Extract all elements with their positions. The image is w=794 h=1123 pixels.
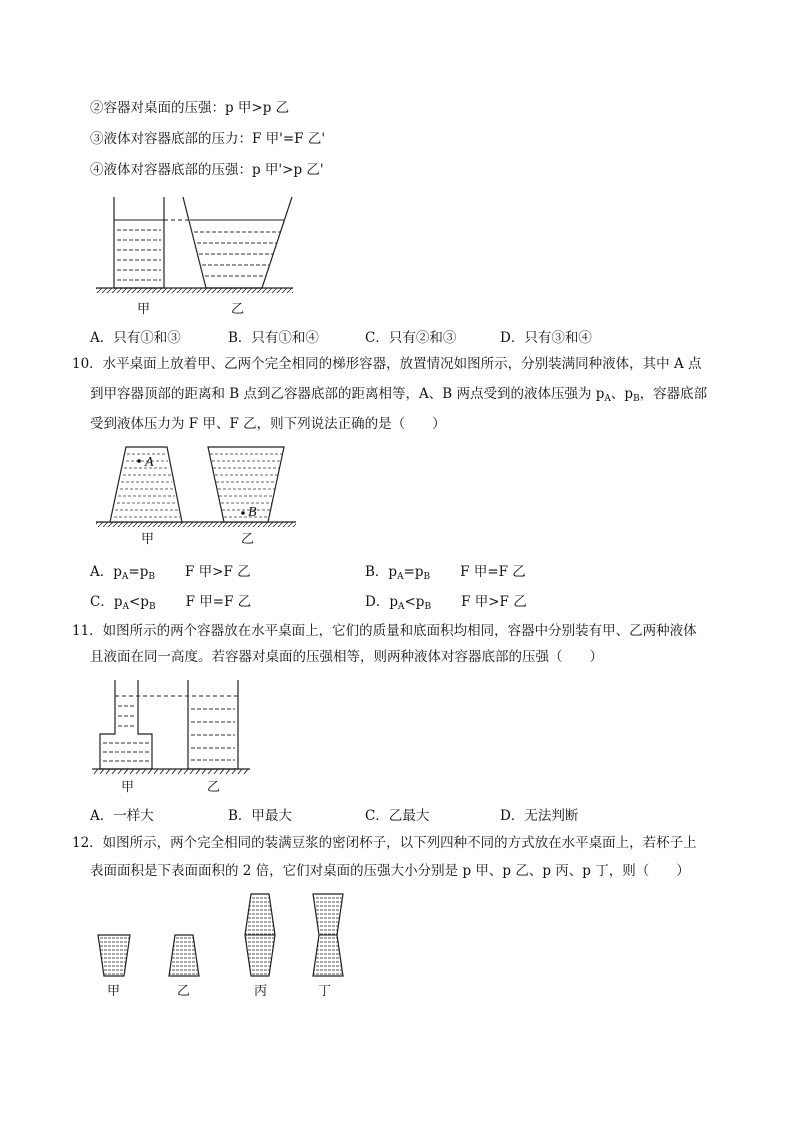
q12-label-bing: 丙 xyxy=(254,984,268,999)
q11-option-a[interactable]: A．一样大 xyxy=(90,808,154,824)
q11-option-b[interactable]: B．甲最大 xyxy=(228,808,292,824)
q11-stem-line2: 且液面在同一高度。若容器对桌面的压强相等，则两种液体对容器底部的压强（ ） xyxy=(90,649,603,665)
q10-label-yi: 乙 xyxy=(241,532,255,547)
q11-label-jia: 甲 xyxy=(121,780,135,795)
q9-option-d[interactable]: D．只有③和④ xyxy=(500,330,592,346)
q10-point-b: B xyxy=(248,505,257,520)
q12-label-yi: 乙 xyxy=(177,984,191,999)
q10-stem-line1: 10．水平桌面上放着甲、乙两个完全相同的梯形容器，放置情况如图所示，分别装满同种液体，其中 A 点 xyxy=(72,356,702,372)
q10-option-d[interactable]: D．$p_A<p_B$ F 甲>F 乙 xyxy=(365,594,527,612)
q12-stem-line2: 表面面积是下表面面积的 2 倍，它们对桌面的压强大小分别是 p 甲、p 乙、p 丙、p 丁，则（ ） xyxy=(90,863,690,879)
q11-stem-line1: 11．如图所示的两个容器放在水平桌面上，它们的质量和底面积均相同，容器中分别装有甲、乙两种液体 xyxy=(72,623,697,639)
q10-option-a[interactable]: A．$p_A=p_B$ F 甲>F 乙 xyxy=(90,564,251,582)
q12-label-jia: 甲 xyxy=(107,984,121,999)
q10-stem-line2: 到甲容器顶部的距离和 B 点到乙容器底部的距离相等，A、B 两点受到的液体压强为 $p_A$、$p_B$，容器底部 xyxy=(90,386,708,404)
q9-option-b[interactable]: B．只有①和④ xyxy=(228,330,319,346)
q9-label-jia: 甲 xyxy=(137,302,151,317)
q10-option-b[interactable]: B．$p_A=p_B$ F 甲=F 乙 xyxy=(365,564,526,582)
q11-option-d[interactable]: D．无法判断 xyxy=(500,808,579,824)
q11-label-yi: 乙 xyxy=(207,780,221,795)
q10-stem-line3: 受到液体压力为 F 甲、F 乙，则下列说法正确的是（ ） xyxy=(90,416,446,432)
q10-option-c[interactable]: C．$p_A<p_B$ F 甲=F 乙 xyxy=(90,594,252,612)
q9-statement-4: ④液体对容器底部的压强：p 甲'>p 乙' xyxy=(90,162,324,178)
q12-stem-line1: 12．如图所示，两个完全相同的装满豆浆的密闭杯子，以下列四种不同的方式放在水平桌面上，若杯子上 xyxy=(72,835,697,851)
q11-option-c[interactable]: C．乙最大 xyxy=(365,808,430,824)
q9-statement-3: ③液体对容器底部的压力：F 甲'=F 乙' xyxy=(90,131,326,147)
q9-option-a[interactable]: A．只有①和③ xyxy=(90,330,181,346)
q9-statement-2: ②容器对桌面的压强：p 甲>p 乙 xyxy=(90,100,290,116)
q9-option-c[interactable]: C．只有②和③ xyxy=(365,330,457,346)
q10-point-a: A xyxy=(145,455,154,470)
q10-label-jia: 甲 xyxy=(141,532,155,547)
q12-label-ding: 丁 xyxy=(318,984,332,999)
q9-label-yi: 乙 xyxy=(231,302,245,317)
